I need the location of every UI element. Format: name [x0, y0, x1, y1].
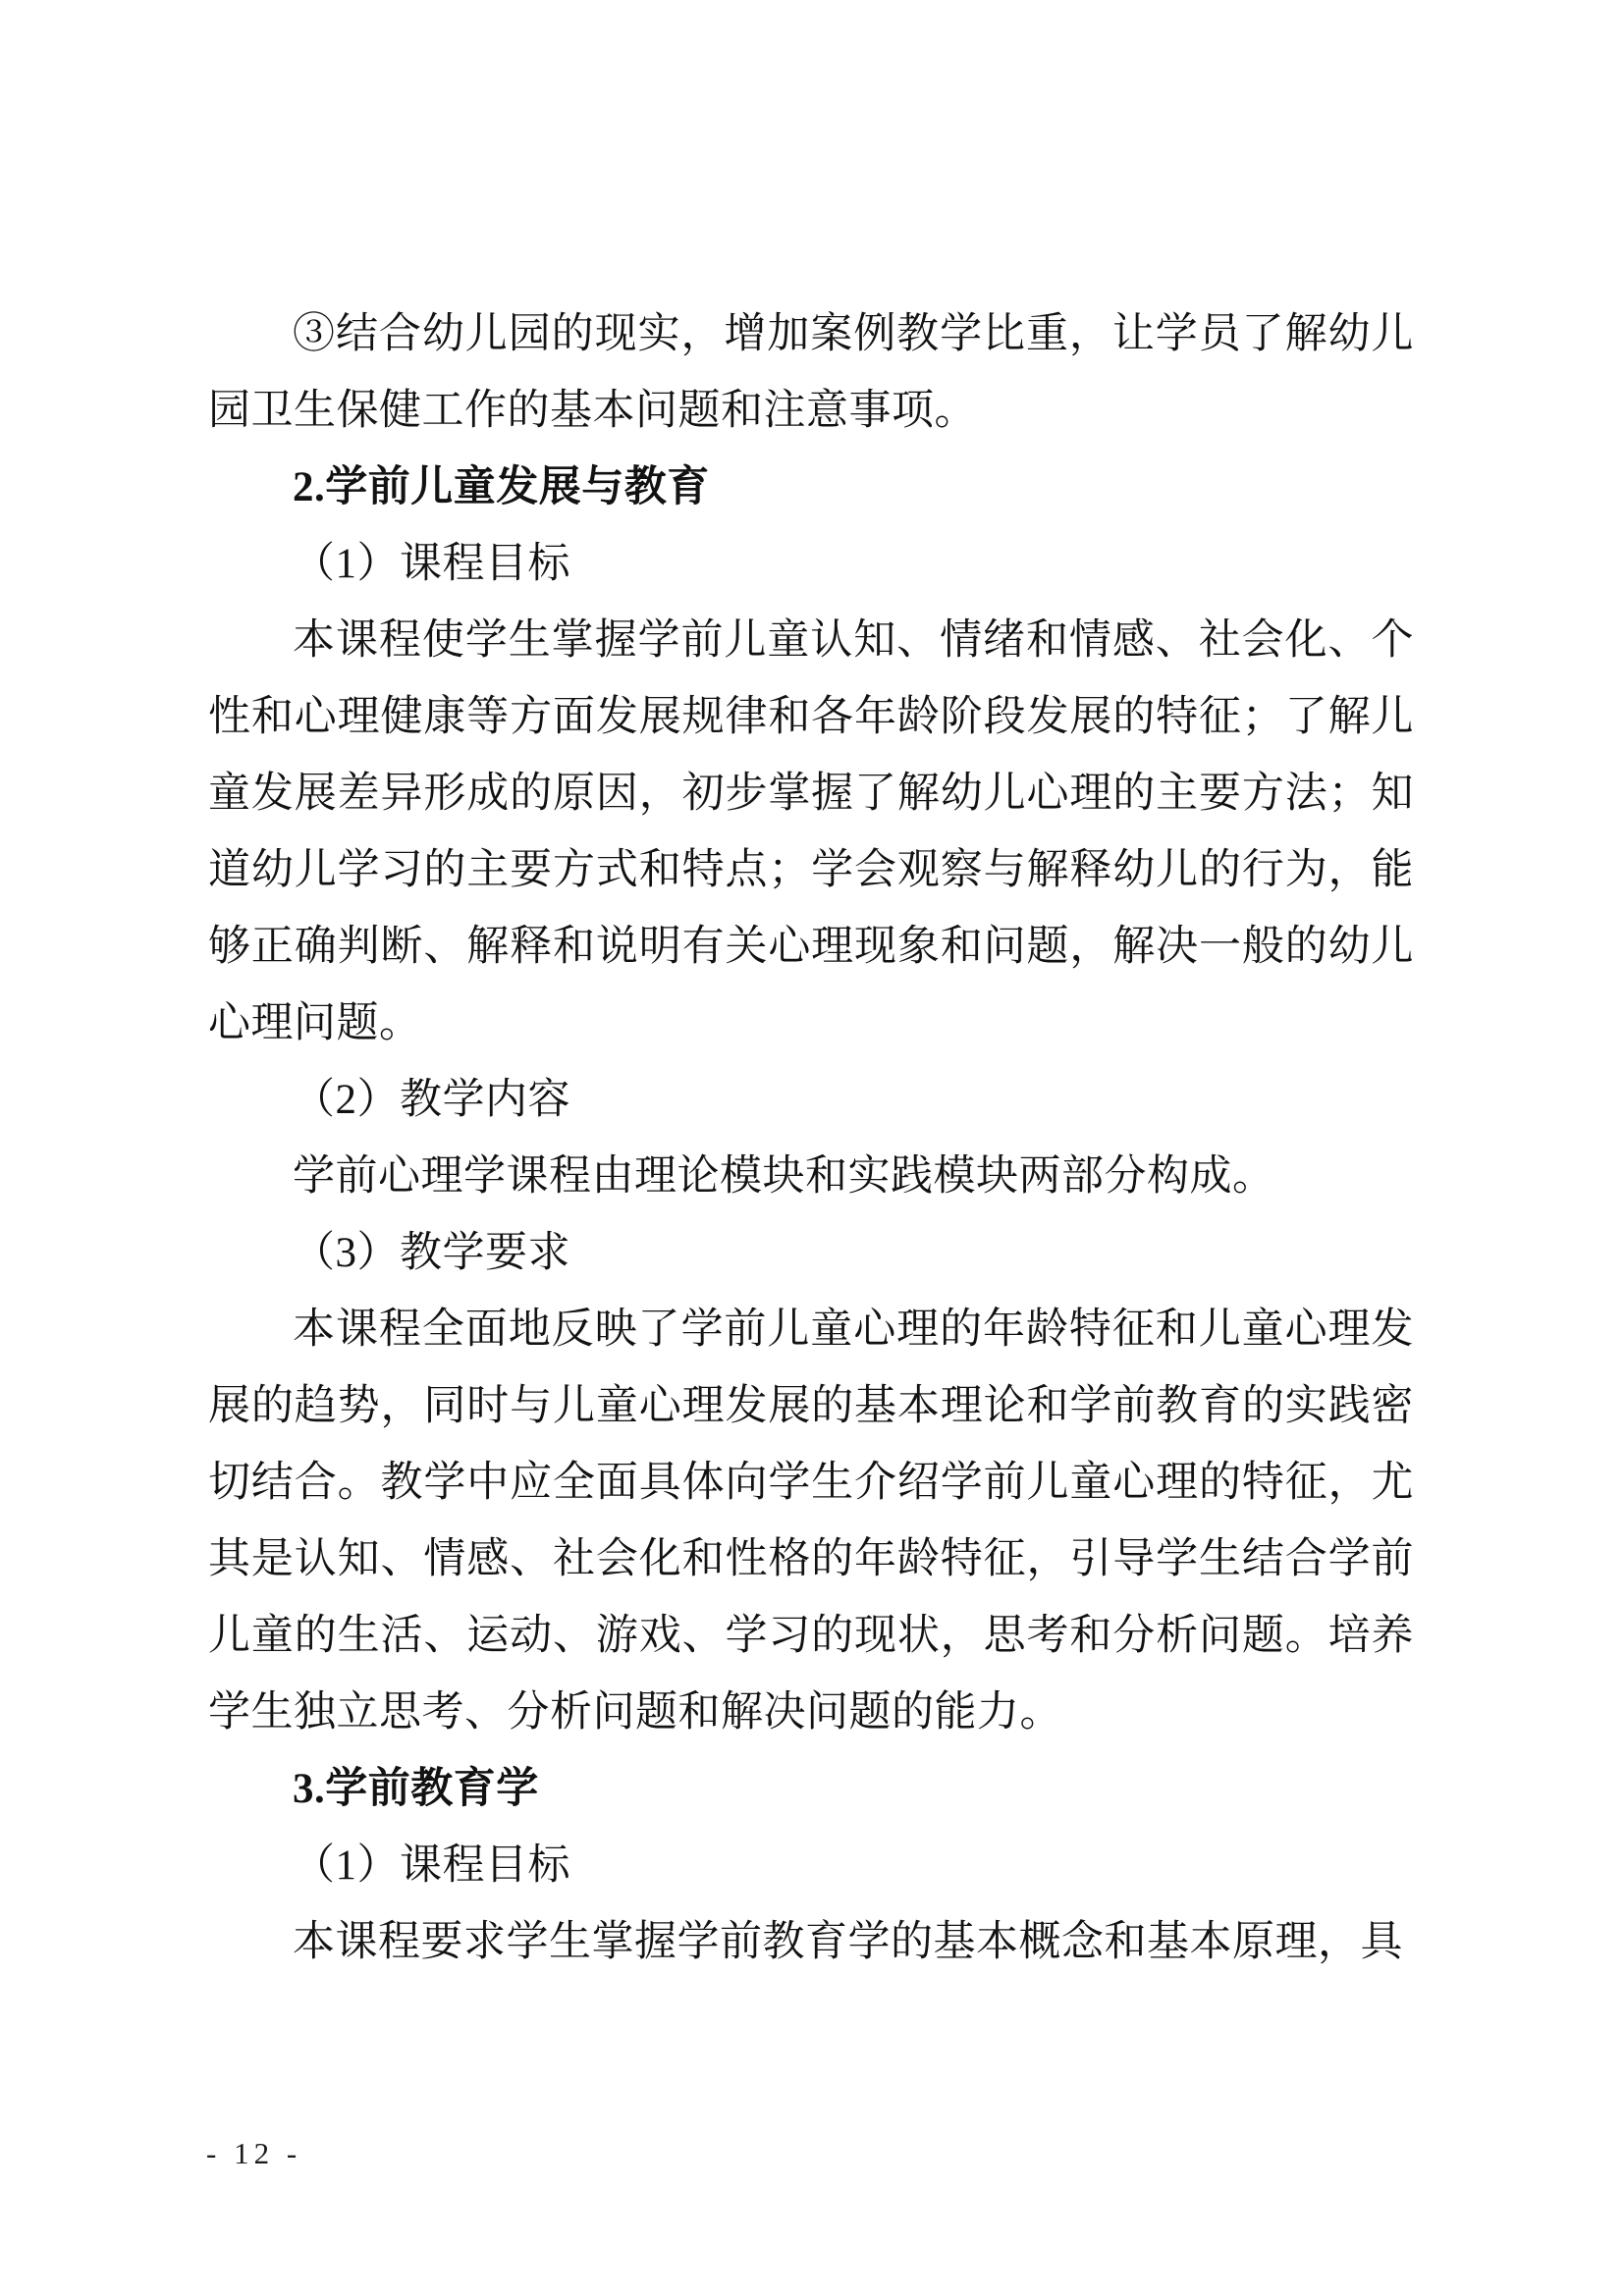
paragraph-teaching-content: 学前心理学课程由理论模块和实践模块两部分构成。 — [293, 1153, 1275, 1200]
paragraph-teaching-requirements: 本课程全面地反映了学前儿童心理的年龄特征和儿童心理发展的趋势，同时与儿童心理发展的基本理论和学前教育的实践密切结合。教学中应全面具体向学生介绍学前儿童心理的特征，尤其是认知、情感、社会化和性格的年龄特征，引导学生结合学前儿童的生活、运动、游戏、学习的现状，思考和分析问题。培养学生独立思考、分析问题和解决问题的能力。 — [208, 1307, 1414, 1735]
document-body — [208, 296, 1414, 1981]
subheading-course-goal-psychology: （1）课程目标 — [293, 541, 570, 587]
page-number: - 12 - — [206, 2136, 302, 2170]
paragraph-case-teaching: ③结合幼儿园的现实，增加案例教学比重，让学员了解幼儿园卫生保健工作的基本问题和注意事项。 — [208, 311, 1414, 434]
heading-preschool-pedagogy: 3.学前教育学 — [293, 1766, 539, 1812]
subheading-course-goal-pedagogy: （1）课程目标 — [293, 1842, 570, 1889]
subheading-teaching-requirements: （3）教学要求 — [293, 1230, 570, 1276]
heading-preschool-child-development: 2.学前儿童发展与教育 — [293, 464, 710, 510]
paragraph-course-goal-psychology: 本课程使学生掌握学前儿童认知、情绪和情感、社会化、个性和心理健康等方面发展规律和各年龄阶段发展的特征；了解儿童发展差异形成的原因，初步掌握了解幼儿心理的主要方法；知道幼儿学习的主要方式和特点；学会观察与解释幼儿的行为，能够正确判断、解释和说明有关心理现象和问题，解决一般的幼儿心理问题。 — [208, 617, 1414, 1046]
subheading-teaching-content: （2）教学内容 — [293, 1077, 570, 1123]
paragraph-course-goal-pedagogy: 本课程要求学生掌握学前教育学的基本概念和基本原理，具 — [293, 1919, 1403, 1965]
